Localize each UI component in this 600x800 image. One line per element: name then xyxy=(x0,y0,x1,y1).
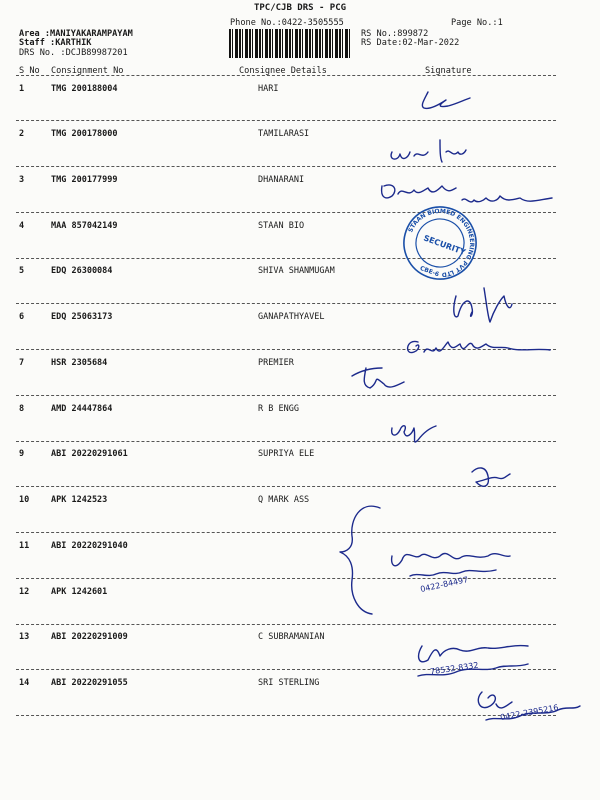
row-sno: 6 xyxy=(19,312,25,322)
drs-number: DRS No. :DCJB89987201 xyxy=(19,48,128,58)
row-consignee: DHANARANI xyxy=(258,175,305,185)
row-consignment: TMG 200177999 xyxy=(51,175,118,185)
row-sno: 12 xyxy=(19,587,30,597)
row-divider xyxy=(16,486,556,487)
table-row xyxy=(0,221,600,251)
row-divider xyxy=(16,715,556,716)
row-sno: 4 xyxy=(19,221,25,231)
row-divider xyxy=(16,349,556,350)
row-consignee: STAAN BIO xyxy=(258,221,305,231)
row-divider xyxy=(16,578,556,579)
row-divider xyxy=(16,120,556,121)
row-consignment: EDQ 26300084 xyxy=(51,266,113,276)
barcode xyxy=(229,29,350,58)
table-row xyxy=(0,404,600,434)
table-row xyxy=(0,312,600,342)
table-row xyxy=(0,358,600,388)
row-consignment: MAA 857042149 xyxy=(51,221,118,231)
table-row xyxy=(0,175,600,205)
row-sno: 7 xyxy=(19,358,25,368)
row-sno: 8 xyxy=(19,404,25,414)
stamp-bottom-text: CBE-6 xyxy=(418,264,440,279)
row-divider xyxy=(16,532,556,533)
row-divider xyxy=(16,441,556,442)
row-divider xyxy=(16,624,556,625)
row-consignee: Q MARK ASS xyxy=(258,495,310,505)
row-consignee: C SUBRAMANIAN xyxy=(258,632,325,642)
rs-number: RS No.:899872 xyxy=(361,29,429,39)
table-row xyxy=(0,541,600,571)
table-row xyxy=(0,266,600,296)
row-sno: 5 xyxy=(19,266,25,276)
row-sno: 14 xyxy=(19,678,30,688)
area-label: Area :MANIYAKARAMPAYAM xyxy=(19,29,133,39)
table-row xyxy=(0,632,600,662)
phone-number: Phone No.:0422-3505555 xyxy=(230,18,344,28)
row-sno: 9 xyxy=(19,449,25,459)
stamp-outer-text: STAAN BIOMED ENGINEERING PVT LTD xyxy=(407,207,476,279)
rs-date: RS Date:02-Mar-2022 xyxy=(361,38,460,48)
table-row xyxy=(0,449,600,479)
row-sno: 1 xyxy=(19,84,25,94)
row-sno: 11 xyxy=(19,541,30,551)
header-divider xyxy=(16,75,556,76)
row-divider xyxy=(16,395,556,396)
row-consignment: HSR 2305684 xyxy=(51,358,108,368)
row-consignee: SHIVA SHANMUGAM xyxy=(258,266,335,276)
row-sno: 10 xyxy=(19,495,30,505)
row-divider xyxy=(16,303,556,304)
row-sno: 3 xyxy=(19,175,25,185)
column-header-consignee: Consignee Details xyxy=(239,66,327,76)
row-consignee: GANAPATHYAVEL xyxy=(258,312,325,322)
table-row xyxy=(0,587,600,617)
page-number: Page No.:1 xyxy=(451,18,503,28)
row-consignment: APK 1242601 xyxy=(51,587,108,597)
row-consignee: SRI STERLING xyxy=(258,678,320,688)
handwriting-phone-row-13: 78532-8332 xyxy=(429,660,480,677)
row-consignment: EDQ 25063173 xyxy=(51,312,113,322)
column-header-consignment: Consignment No xyxy=(51,66,124,76)
column-header-signature: Signature xyxy=(425,66,472,76)
document-title: TPC/CJB DRS - PCG xyxy=(253,3,347,13)
row-divider xyxy=(16,258,556,259)
row-consignee: R B ENGG xyxy=(258,404,299,414)
table-row xyxy=(0,84,600,114)
row-consignment: ABI 20220291061 xyxy=(51,449,128,459)
row-consignment: TMG 200178000 xyxy=(51,129,118,139)
row-consignment: TMG 200188004 xyxy=(51,84,118,94)
table-row xyxy=(0,495,600,525)
row-consignment: APK 1242523 xyxy=(51,495,108,505)
table-row xyxy=(0,129,600,159)
staff-label: Staff :KARTHIK xyxy=(19,38,92,48)
row-consignee: SUPRIYA ELE xyxy=(258,449,315,459)
row-consignment: AMD 24447864 xyxy=(51,404,113,414)
row-consignment: ABI 20220291040 xyxy=(51,541,128,551)
handwriting-phone-row-11: 0422-84497 xyxy=(419,575,470,594)
stamp-inner-text: SECURITY xyxy=(422,233,467,257)
row-consignee: TAMILARASI xyxy=(258,129,310,139)
row-consignment: ABI 20220291055 xyxy=(51,678,128,688)
row-divider xyxy=(16,166,556,167)
handwriting-phone-row-14: 0422-2395216 xyxy=(499,702,560,723)
row-sno: 13 xyxy=(19,632,30,642)
row-consignee: PREMIER xyxy=(258,358,294,368)
row-consignment: ABI 20220291009 xyxy=(51,632,128,642)
row-consignee: HARI xyxy=(258,84,279,94)
row-sno: 2 xyxy=(19,129,25,139)
row-divider xyxy=(16,212,556,213)
table-row xyxy=(0,678,600,708)
column-header-sno: S No xyxy=(19,66,40,76)
